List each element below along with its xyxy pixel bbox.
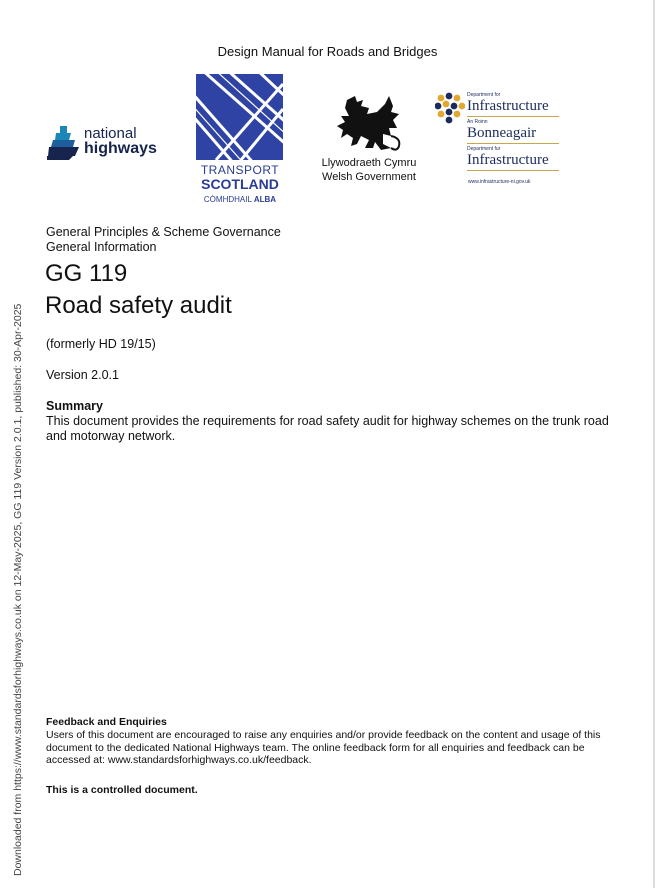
transport-scotland-line1: TRANSPORT	[200, 163, 280, 177]
document-formerly: (formerly HD 19/15)	[46, 337, 156, 351]
transport-scotland-line2: SCOTLAND	[201, 176, 279, 192]
honeycomb-icon	[435, 92, 465, 124]
dfi-url: www.infrastructure-ni.gov.uk	[468, 179, 531, 185]
dfi-big-3: Infrastructure	[467, 152, 549, 168]
document-version: Version 2.0.1	[46, 368, 119, 382]
welsh-government-logo	[318, 94, 420, 189]
document-id: GG 119	[45, 260, 128, 287]
ship-icon	[47, 123, 83, 163]
feedback-heading: Feedback and Enquiries	[46, 716, 167, 728]
manual-title: Design Manual for Roads and Bridges	[217, 44, 438, 59]
welsh-government-line1: Llywodraeth Cymru	[321, 157, 417, 169]
controlled-document-note: This is a controlled document.	[46, 784, 198, 796]
summary-text: This document provides the requirements for road safety audit for highway schemes on the trunk road and motorway network.	[46, 414, 609, 443]
summary-heading: Summary	[46, 399, 103, 413]
dfi-small-1: Department for	[467, 92, 501, 98]
dragon-icon	[333, 94, 405, 152]
dfi-small-3: Department fur	[467, 146, 501, 152]
national-highways-line1: national	[84, 125, 137, 142]
dfi-divider	[467, 170, 559, 171]
national-highways-logo	[47, 123, 167, 163]
document-category: General Principles & Scheme Governance	[46, 225, 281, 239]
dfi-big-1: Infrastructure	[467, 98, 549, 114]
dfi-small-2: An Roinn	[467, 119, 488, 125]
transport-scotland-emblem	[196, 74, 283, 160]
dfi-big-2: Bonneagair	[467, 125, 537, 141]
transport-scotland-line3: CÒMHDHAIL ALBA	[203, 195, 277, 204]
welsh-government-line2: Welsh Government	[322, 171, 416, 183]
transport-scotland-logo	[195, 74, 285, 209]
document-subcategory: General Information	[46, 240, 157, 254]
document-title: Road safety audit	[45, 292, 232, 319]
dfi-logo	[435, 92, 565, 192]
dfi-divider	[467, 143, 559, 144]
national-highways-line2: highways	[84, 140, 157, 157]
feedback-text: Users of this document are encouraged to raise any enquiries and/or provide feedback on the content and usage of this document to the dedicated National Highways team. The online feedback form for all enquiries and feedback can be accessed at: www.standardsforhighways.co.uk/feedback.	[46, 729, 601, 766]
download-watermark: Downloaded from https://www.standardsforhighways.co.uk on 12-May-2025, GG 119 Version 2.0.1, published: 30-Apr-2025	[12, 303, 24, 876]
dfi-divider	[467, 116, 559, 117]
